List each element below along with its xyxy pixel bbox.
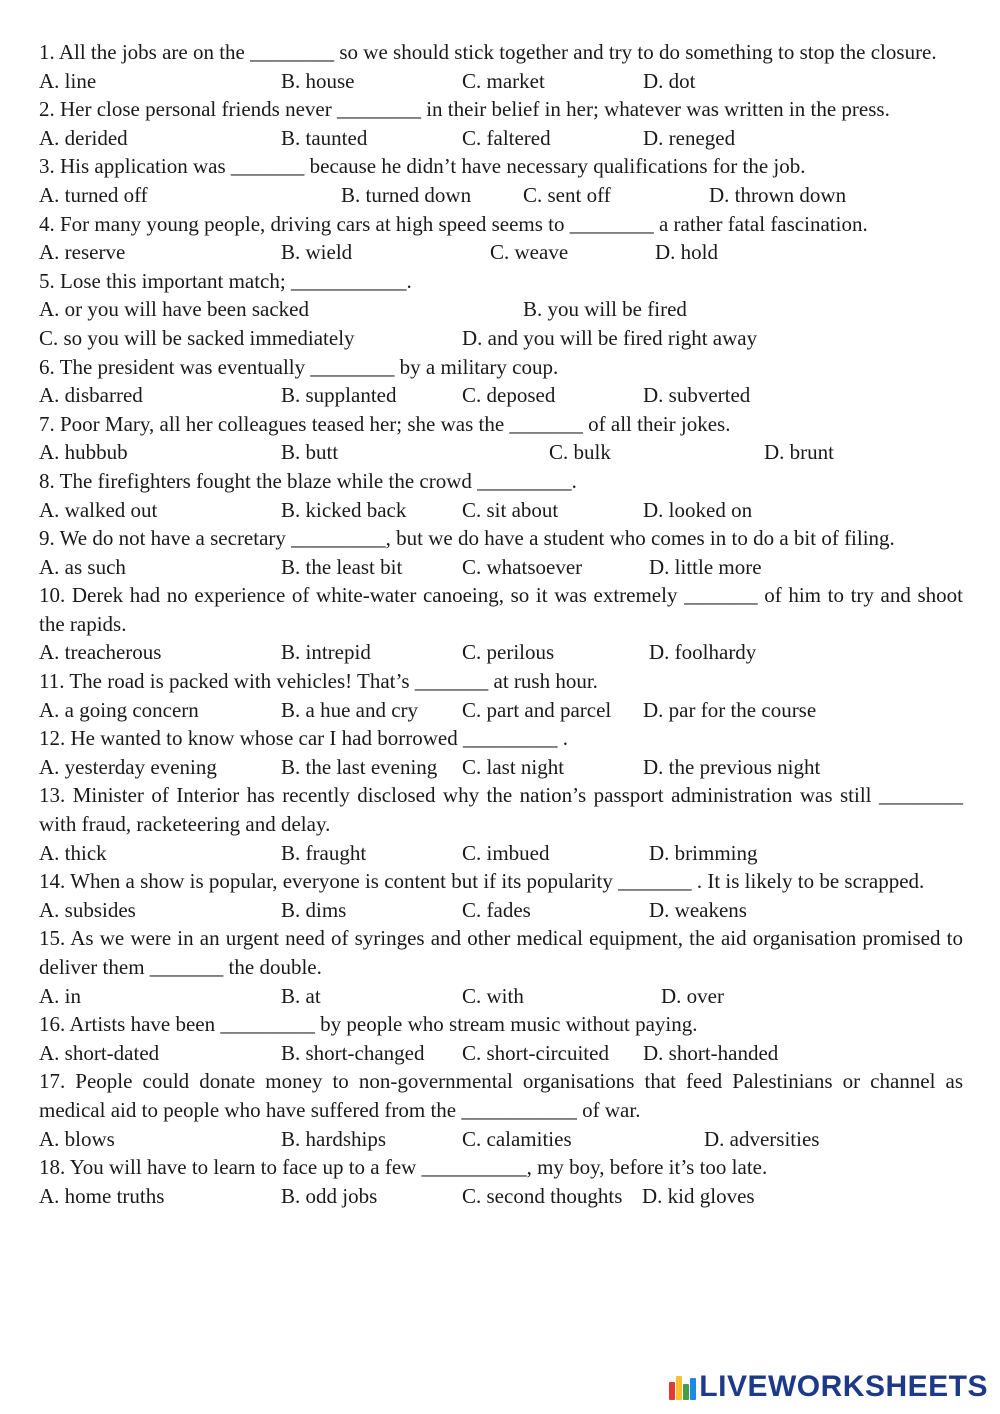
option-b[interactable]: B. at [281,983,321,1008]
options-row [39,696,963,725]
option-a[interactable]: A. home truths [39,1183,165,1208]
option-d[interactable]: D. kid gloves [642,1183,755,1208]
question-stem: 15. As we were in an urgent need of syringes and other medical equipment, the aid organisation promised to deliver them _______ the double. [39,926,963,979]
option-a[interactable]: A. yesterday evening [39,754,217,779]
question-stem: 11. The road is packed with vehicles! That’s _______ at rush hour. [39,669,598,694]
option-a[interactable]: A. disbarred [39,383,143,408]
option-c[interactable]: C. fades [462,897,531,922]
option-a[interactable]: A. line [39,68,97,93]
options-row [39,1182,963,1211]
option-c[interactable]: C. whatsoever [462,554,583,579]
option-a[interactable]: A. hubbub [39,440,128,465]
option-d[interactable]: D. thrown down [709,182,847,207]
question-stem: 16. Artists have been _________ by people who stream music without paying. [39,1012,698,1037]
option-c[interactable]: C. calamities [462,1126,572,1151]
option-b[interactable]: B. supplanted [281,383,397,408]
options-row [39,67,963,96]
options-row [39,381,963,410]
option-b[interactable]: B. you will be fired [523,297,687,322]
option-b[interactable]: B. fraught [281,840,367,865]
option-a[interactable]: A. in [39,983,81,1008]
option-d[interactable]: D. foolhardy [649,640,757,665]
option-c[interactable]: C. sent off [523,182,611,207]
question-stem: 2. Her close personal friends never ________ in their belief in her; whatever was written in the press. [39,97,890,122]
option-d[interactable]: D. reneged [643,125,736,150]
options-row [39,181,963,210]
option-c[interactable]: C. market [462,68,545,93]
options-row [39,238,963,267]
options-row [39,896,963,925]
options-row [39,982,963,1011]
option-b[interactable]: B. kicked back [281,497,407,522]
option-d[interactable]: D. the previous night [643,754,821,779]
option-d[interactable]: D. adversities [704,1126,820,1151]
option-d[interactable]: D. brunt [764,440,834,465]
option-d[interactable]: D. brimming [649,840,758,865]
question-stem: 12. He wanted to know whose car I had borrowed _________ . [39,726,568,751]
option-d[interactable]: D. hold [655,240,718,265]
option-d[interactable]: D. weakens [649,897,747,922]
option-b[interactable]: B. odd jobs [281,1183,378,1208]
option-d[interactable]: D. looked on [643,497,753,522]
option-c[interactable]: C. with [462,983,524,1008]
options-row [39,839,963,868]
option-c[interactable]: C. part and parcel [462,697,612,722]
option-b[interactable]: B. dims [281,897,347,922]
question-stem: 5. Lose this important match; ___________. [39,268,412,293]
option-a[interactable]: A. short-dated [39,1040,160,1065]
option-c[interactable]: C. last night [462,754,565,779]
liveworksheets-logo-icon [669,1374,695,1400]
option-d[interactable]: D. short-handed [643,1040,779,1065]
question-stem: 7. Poor Mary, all her colleagues teased her; she was the _______ of all their jokes. [39,411,731,436]
option-b[interactable]: B. short-changed [281,1040,425,1065]
option-b[interactable]: B. a hue and cry [281,697,419,722]
option-a[interactable]: A. as such [39,554,126,579]
question-stem: 17. People could donate money to non-governmental organisations that feed Palestinians or channel as medical aid to people who have suffered from the ___________ of war. [39,1069,963,1122]
question-stem: 8. The firefighters fought the blaze while the crowd _________. [39,468,577,493]
option-d[interactable]: D. subverted [643,383,751,408]
option-b[interactable]: B. intrepid [281,640,371,665]
liveworksheets-logo[interactable] [669,1370,988,1404]
option-b[interactable]: B. wield [281,240,353,265]
option-b[interactable]: B. the least bit [281,554,403,579]
options-row [39,638,963,667]
options-row [39,124,963,153]
option-a[interactable]: A. derided [39,125,128,150]
option-d[interactable]: D. little more [649,554,762,579]
question-stem: 3. His application was _______ because he didn’t have necessary qualifications for the job. [39,154,806,179]
option-a[interactable]: A. turned off [39,182,148,207]
question-stem: 9. We do not have a secretary _________, but we do have a student who comes in to do a bit of filing. [39,526,895,551]
options-row [39,1039,963,1068]
option-d[interactable]: D. over [661,983,724,1008]
option-b[interactable]: B. hardships [281,1126,386,1151]
options-row [39,324,963,353]
option-b[interactable]: B. butt [281,440,339,465]
option-a[interactable]: A. treacherous [39,640,162,665]
worksheet [39,38,963,1210]
option-c[interactable]: C. deposed [462,383,556,408]
option-a[interactable]: A. a going concern [39,697,199,722]
question-stem: 1. All the jobs are on the ________ so we should stick together and try to do something to stop the closure. [39,40,937,64]
question-stem: 4. For many young people, driving cars at high speed seems to ________ a rather fatal fascination. [39,211,868,236]
option-b[interactable]: B. the last evening [281,754,438,779]
question-stem: 18. You will have to learn to face up to a few __________, my boy, before it’s too late. [39,1155,768,1180]
question-stem: 13. Minister of Interior has recently disclosed why the nation’s passport administration was still ________ with fraud, racketeering and delay. [39,783,963,837]
option-a[interactable]: A. walked out [39,497,158,522]
question-stem: 14. When a show is popular, everyone is content but if its popularity _______ . It is likely to be scrapped. [39,869,925,894]
option-d[interactable]: D. and you will be fired right away [462,325,758,350]
option-c[interactable]: C. bulk [549,440,611,465]
option-c[interactable]: C. imbued [462,840,550,865]
option-a[interactable]: A. or you will have been sacked [39,297,309,322]
options-row [39,496,963,525]
question-stem: 6. The president was eventually ________ by a military coup. [39,354,559,379]
options-row [39,753,963,782]
brand-name: LIVEWORKSHEETS [699,1370,988,1403]
option-c[interactable]: C. perilous [462,640,555,665]
question-stem: 10. Derek had no experience of white-water canoeing, so it was extremely _______ of him to try and shoot the rapids. [39,583,963,636]
option-c[interactable]: C. weave [490,240,569,265]
option-b[interactable]: B. taunted [281,125,368,150]
option-b[interactable]: B. turned down [341,182,472,207]
options-row [39,295,963,324]
option-a[interactable]: A. subsides [39,897,136,922]
option-b[interactable]: B. house [281,68,355,93]
option-a[interactable]: A. blows [39,1126,115,1151]
options-row [39,553,963,582]
option-d[interactable]: D. dot [643,68,696,93]
options-row [39,438,963,467]
option-d[interactable]: D. par for the course [643,697,817,722]
option-c[interactable]: C. second thoughts [462,1183,623,1208]
option-c[interactable]: C. sit about [462,497,559,522]
option-a[interactable]: A. reserve [39,240,126,265]
option-a[interactable]: A. thick [39,840,107,865]
option-c[interactable]: C. short-circuited [462,1040,609,1065]
option-c[interactable]: C. so you will be sacked immediately [39,325,355,350]
option-c[interactable]: C. faltered [462,125,551,150]
options-row [39,1125,963,1154]
